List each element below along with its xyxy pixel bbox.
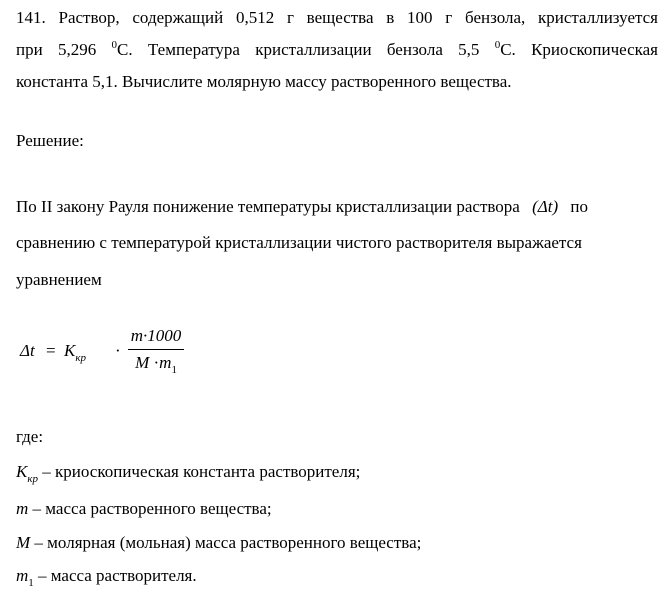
den-m: m [159, 353, 172, 372]
explanation-line-2: сравнению с температурой кристаллизации чистого растворителя выражается [16, 233, 582, 252]
def-M-text: – молярная (мольная) масса растворенного вещества; [34, 533, 422, 552]
def-m-symbol: m [16, 499, 29, 518]
formula-equals: = [46, 341, 56, 360]
problem-line-2 [16, 34, 658, 66]
definition-m [16, 498, 272, 520]
explanation-text: По II закону Рауля понижение температуры кристаллизации раствора [16, 197, 520, 216]
problem-line-2a: при 5,296 [16, 40, 97, 59]
definition-m1 [16, 565, 197, 589]
formula-numerator: m·1000 [130, 326, 182, 345]
def-K-sub: кр [27, 473, 38, 485]
def-m1-sub: 1 [28, 577, 34, 589]
problem-line-2c: С. Криоскопическая [500, 40, 659, 59]
def-m-text: – масса растворенного вещества; [32, 499, 272, 518]
problem-line-3: константа 5,1. Вычислите молярную массу растворенного вещества. [16, 72, 512, 91]
explanation-line-3: уравнением [16, 270, 102, 289]
fraction-bar [128, 349, 184, 350]
delta-t-symbol: (Δt) [532, 197, 559, 216]
definition-K [16, 461, 360, 485]
raoult-formula [20, 325, 240, 385]
formula-dot: · [115, 341, 121, 360]
den-dot: · [153, 353, 160, 372]
degree-sup-2: 0 [494, 39, 501, 51]
den-M: M [135, 353, 150, 372]
def-K-symbol: K [16, 462, 28, 481]
def-m1-symbol: m [16, 566, 29, 585]
formula-lhs: Δt [20, 341, 35, 360]
solution-heading: Решение: [16, 131, 84, 150]
def-M-symbol: M [16, 533, 31, 552]
formula-K-sub: кр [75, 352, 86, 364]
formula-denominator [128, 352, 184, 376]
def-m1-text: – масса растворителя. [38, 566, 197, 585]
explanation-end: по [570, 197, 588, 216]
explanation-line-1 [16, 197, 658, 217]
problem-line-2b: С. Температура кристаллизации бензола 5,5 [117, 40, 480, 59]
degree-sup-1: 0 [111, 39, 118, 51]
formula-K-symbol: K [64, 341, 76, 360]
problem-line-1: 141. Раствор, содержащий 0,512 г вещества в 100 г бензола, кристаллизуется [16, 8, 658, 27]
where-label: где: [16, 427, 44, 446]
def-K-text: – криоскопическая константа растворителя; [42, 462, 361, 481]
formula-K [64, 341, 86, 364]
den-sub: 1 [171, 364, 177, 376]
problem-statement [16, 2, 658, 98]
formula-fraction [128, 325, 184, 376]
definition-M [16, 532, 421, 554]
